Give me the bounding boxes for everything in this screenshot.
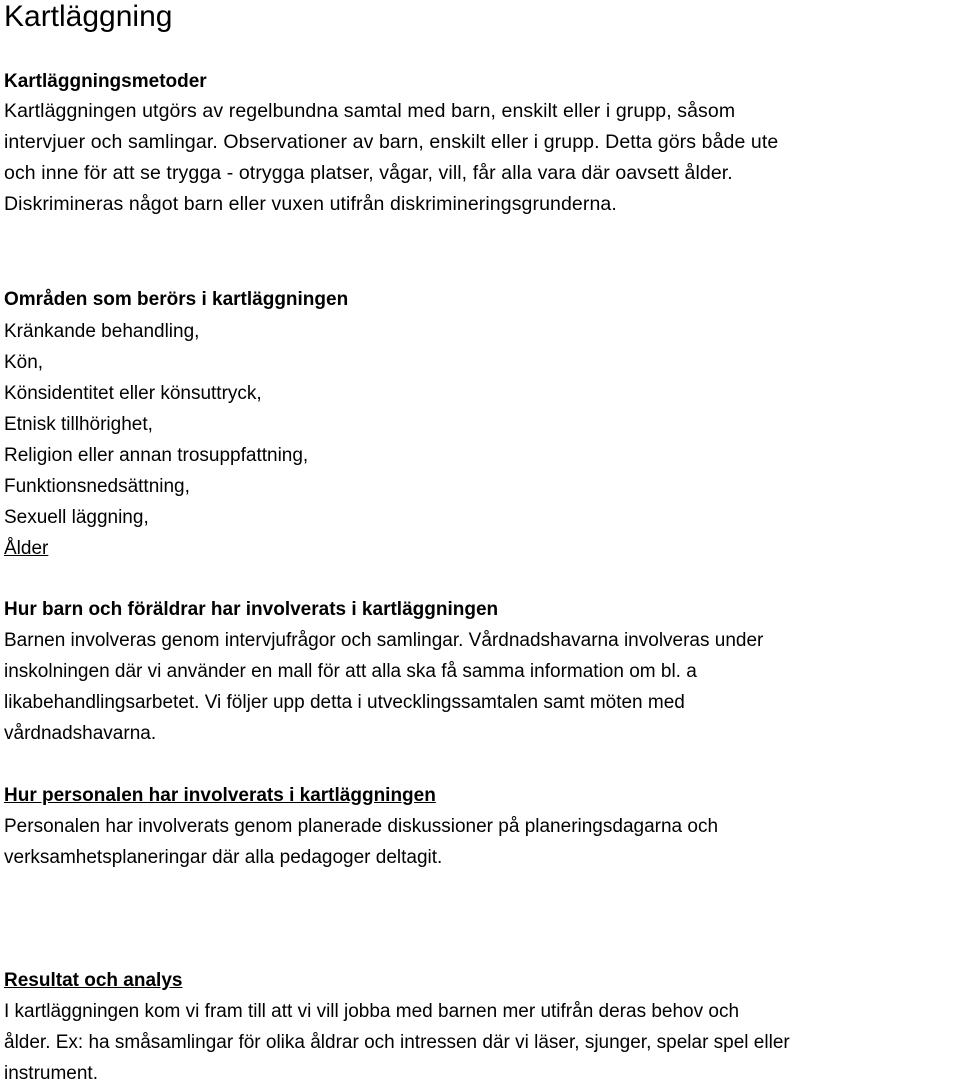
- page-title: Kartläggning: [4, 0, 173, 33]
- results-text: I kartläggningen kom vi fram till att vi vill jobba med barnen mer utifrån deras behov och ålder. Ex: ha småsamlingar för olika åldrar och intressen där vi läser, sjunger, spelar spel eller instrument.: [4, 1001, 790, 1084]
- staff-heading: Hur personalen har involverats i kartläggningen: [4, 785, 436, 806]
- methods-text: Kartläggningen utgörs av regelbundna samtal med barn, enskilt eller i grupp, såsom intervjuer och samlingar. Observationer av barn, enskilt eller i grupp. Detta görs både ute och inne för att se trygga - otrygga platser, vågar, vill, får alla vara där oavsett ålder. Diskrimineras något barn eller vuxen utifrån diskrimineringsgrunderna.: [4, 100, 779, 215]
- list-item: Könsidentitet eller könsuttryck,: [4, 383, 262, 404]
- list-item: Etnisk tillhörighet,: [4, 414, 153, 435]
- methods-heading: Kartläggningsmetoder: [4, 71, 207, 92]
- staff-text: Personalen har involverats genom planerade diskussioner på planeringsdagarna och verksamhetsplaneringar där alla pedagoger deltagit.: [4, 816, 719, 868]
- list-item: Sexuell läggning,: [4, 507, 149, 528]
- list-item: Religion eller annan trosuppfattning,: [4, 445, 309, 466]
- children-heading: Hur barn och föräldrar har involverats i kartläggningen: [4, 599, 499, 620]
- list-item: Ålder: [4, 538, 49, 559]
- areas-heading: Områden som berörs i kartläggningen: [4, 289, 349, 310]
- results-heading: Resultat och analys: [4, 970, 183, 991]
- areas-list: [4, 316, 308, 564]
- list-item: Funktionsnedsättning,: [4, 476, 190, 497]
- list-item: Kränkande behandling,: [4, 321, 200, 342]
- children-text: Barnen involveras genom intervjufrågor och samlingar. Vårdnadshavarna involveras under inskolningen där vi använder en mall för att alla ska få samma information om bl. a likabehandlingsarbetet. Vi följer upp detta i utvecklingssamtalen samt möten med vårdnadshavarna.: [4, 630, 764, 744]
- list-item: Kön,: [4, 352, 44, 373]
